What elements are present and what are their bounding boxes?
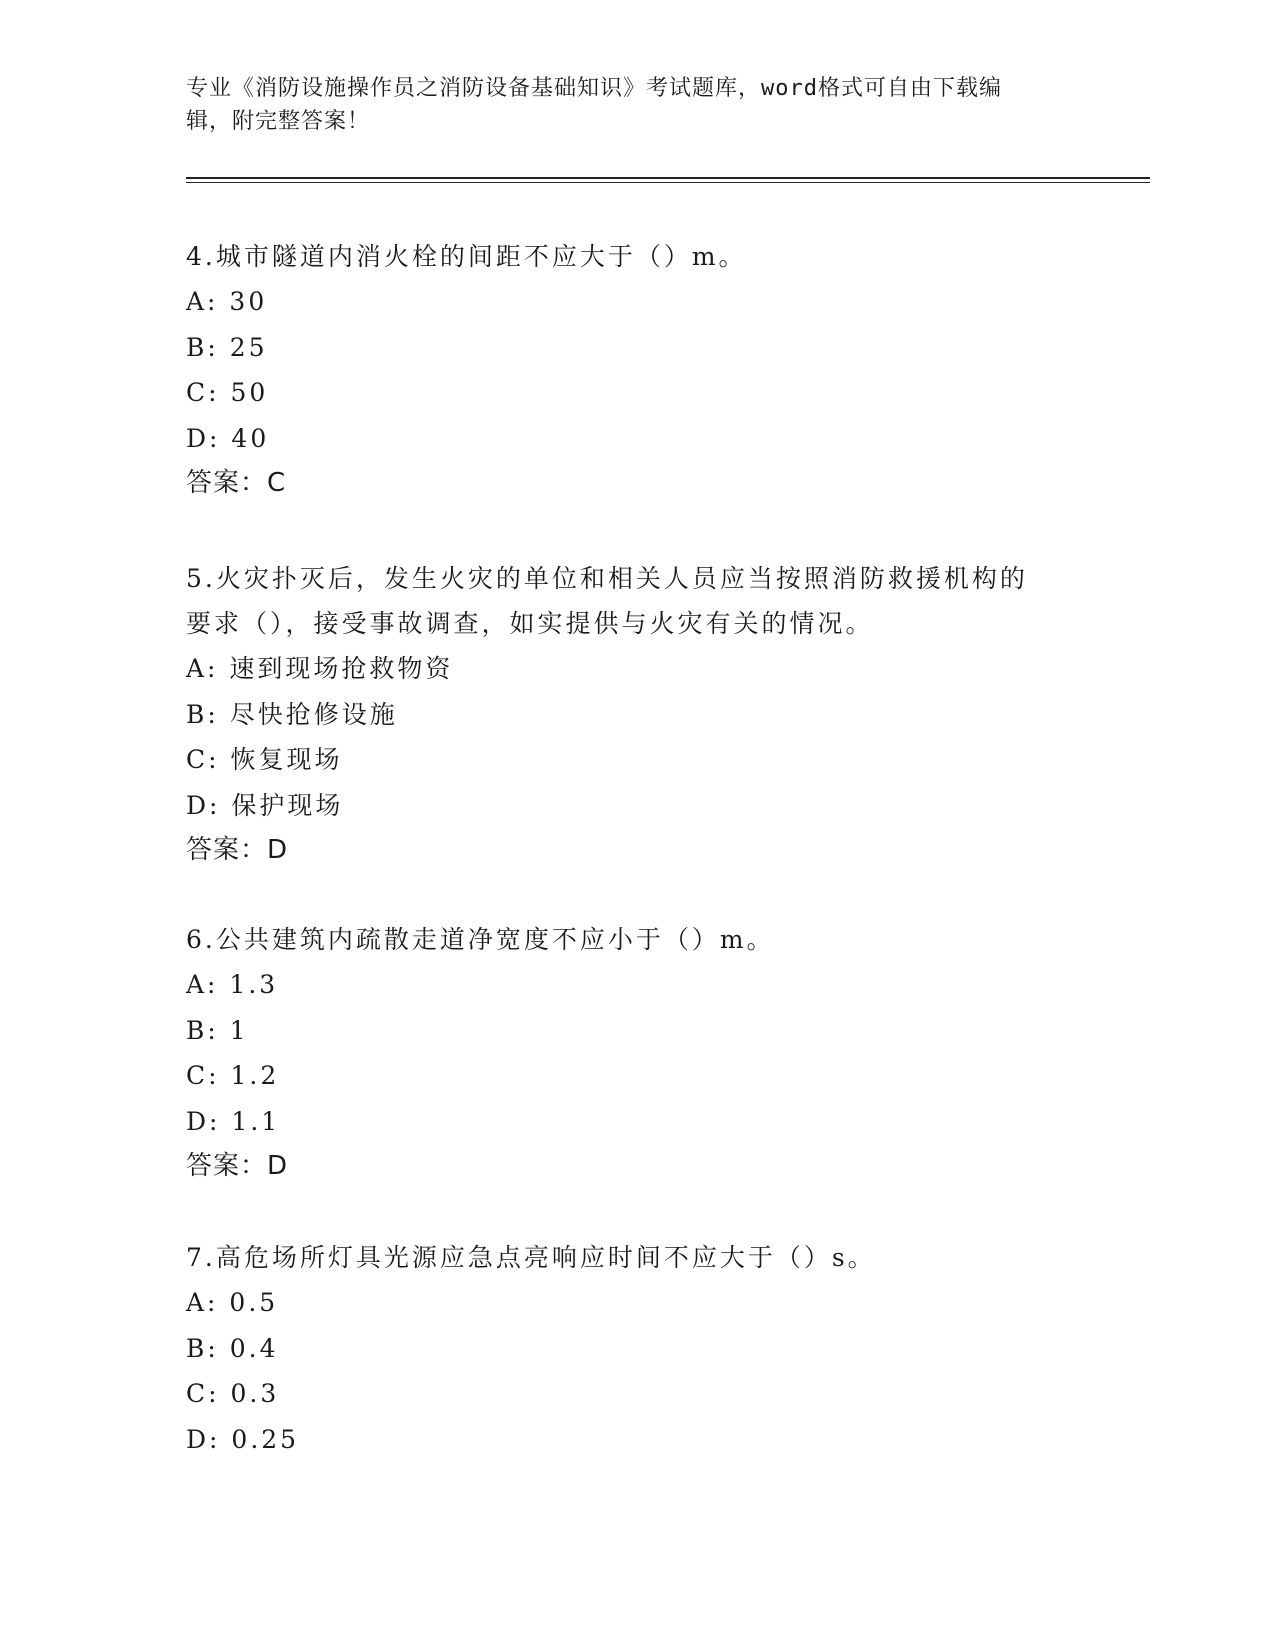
option-d: D: 40 (186, 423, 270, 453)
option-d: D: 1.1 (186, 1106, 281, 1136)
option-a: A: 0.5 (186, 1288, 279, 1317)
answer-line: 答案：D (186, 835, 289, 865)
option-a: A: 速到现场抢救物资 (186, 654, 454, 683)
option-b: B: 尽快抢修设施 (186, 699, 398, 729)
option-c: C: 0.3 (186, 1379, 280, 1408)
option-d: D: 保护现场 (186, 790, 344, 820)
option-b: B: 25 (186, 332, 268, 362)
question-stem-line-1: 5.火灾扑灭后，发生火灾的单位和相关人员应当按照消防救援机构的 (186, 564, 1028, 593)
answer-line: 答案：C (186, 468, 287, 498)
option-a: A: 1.3 (186, 970, 279, 999)
answer-line: 答案：D (186, 1151, 289, 1181)
question-5 (186, 556, 1066, 873)
question-stem-line-2: 要求（），接受事故调查，如实提供与火灾有关的情况。 (186, 609, 874, 638)
header-line-2: 辑，附完整答案！ (186, 109, 371, 134)
question-4 (186, 234, 1066, 506)
option-b: B: 0.4 (186, 1333, 279, 1363)
option-b: B: 1 (186, 1015, 249, 1045)
document-header (186, 72, 1066, 138)
question-stem: 7.高危场所灯具光源应急点亮响应时间不应大于（）s。 (186, 1243, 876, 1272)
option-c: C: 1.2 (186, 1061, 280, 1090)
option-c: C: 50 (186, 378, 269, 407)
question-stem: 6.公共建筑内疏散走道净宽度不应小于（）m。 (186, 925, 775, 954)
question-stem: 4.城市隧道内消火栓的间距不应大于（）m。 (186, 242, 747, 271)
question-7 (186, 1235, 1066, 1462)
header-divider-thick (186, 177, 1150, 179)
option-d: D: 0.25 (186, 1424, 300, 1454)
option-a: A: 30 (186, 287, 268, 316)
question-6 (186, 917, 1066, 1189)
header-divider-thin (186, 182, 1150, 183)
option-c: C: 恢复现场 (186, 745, 343, 774)
header-line-1: 专业《消防设施操作员之消防设备基础知识》考试题库，word格式可自由下载编 (186, 76, 1002, 101)
